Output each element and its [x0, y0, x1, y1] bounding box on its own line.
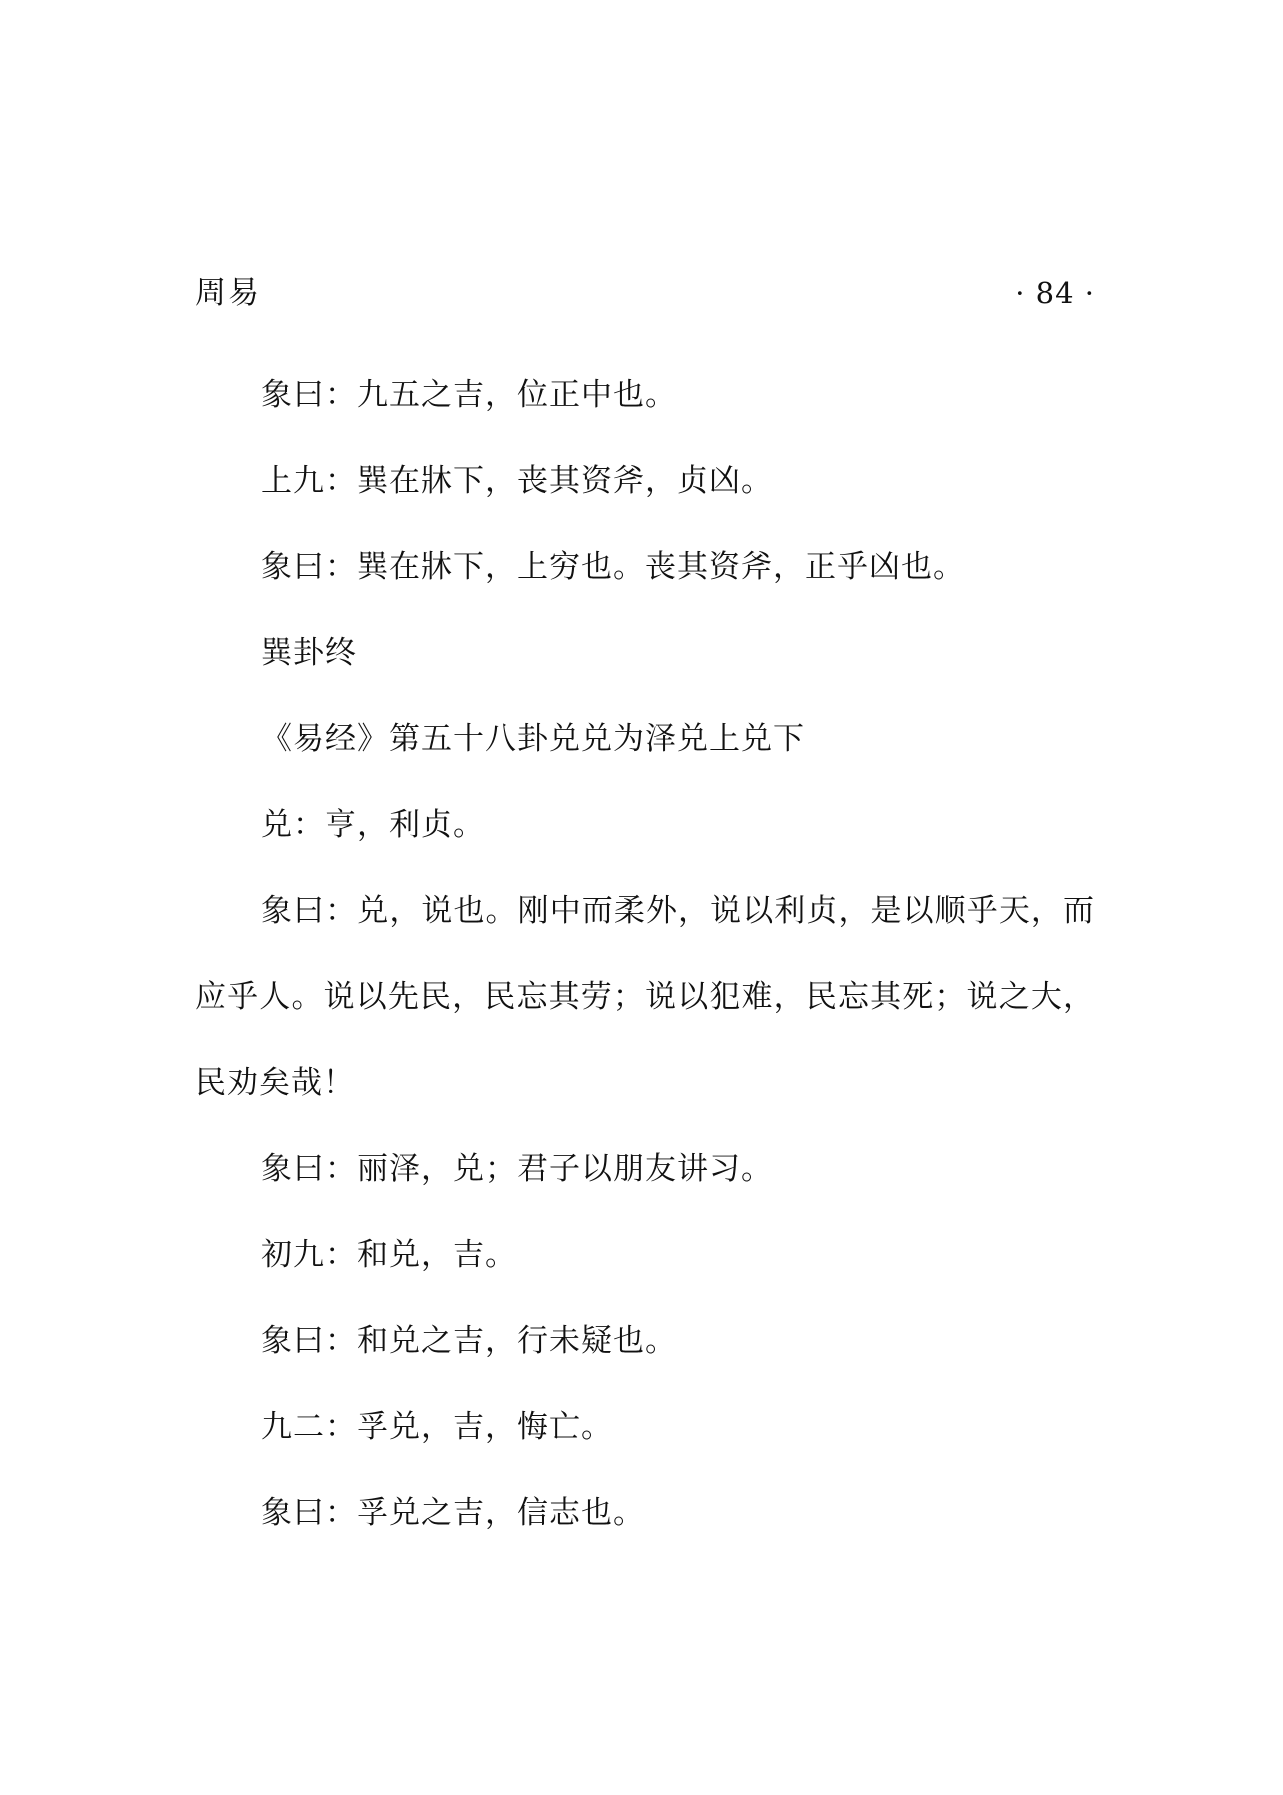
paragraph: 象曰：孚兑之吉，信志也。: [261, 1495, 645, 1531]
paragraph: 九二：孚兑，吉，悔亡。: [261, 1409, 613, 1445]
body-text: [195, 352, 1095, 1556]
paragraph: 初九：和兑，吉。: [261, 1237, 517, 1273]
running-title: 周易: [195, 275, 261, 311]
paragraph: 《易经》第五十八卦兑兑为泽兑上兑下: [261, 721, 805, 757]
page-header: [195, 268, 1095, 318]
paragraph: 象曰：丽泽，兑；君子以朋友讲习。: [261, 1151, 773, 1187]
paragraph: 象曰：九五之吉，位正中也。: [261, 377, 677, 413]
page-number: · 84 ·: [1015, 276, 1095, 310]
paragraph: 上九：巽在牀下，丧其资斧，贞凶。: [261, 463, 773, 499]
paragraph: 巽卦终: [261, 635, 357, 671]
paragraph: 象曰：和兑之吉，行未疑也。: [261, 1323, 677, 1359]
paragraph: 象曰：巽在牀下，上穷也。丧其资斧，正乎凶也。: [261, 549, 965, 585]
paragraph: 象曰：兑，说也。刚中而柔外，说以利贞，是以顺乎天，而应乎人。说以先民，民忘其劳；说以犯难，民忘其死；说之大，民劝矣哉！: [195, 893, 1095, 1101]
paragraph: 兑：亨，利贞。: [261, 807, 485, 843]
